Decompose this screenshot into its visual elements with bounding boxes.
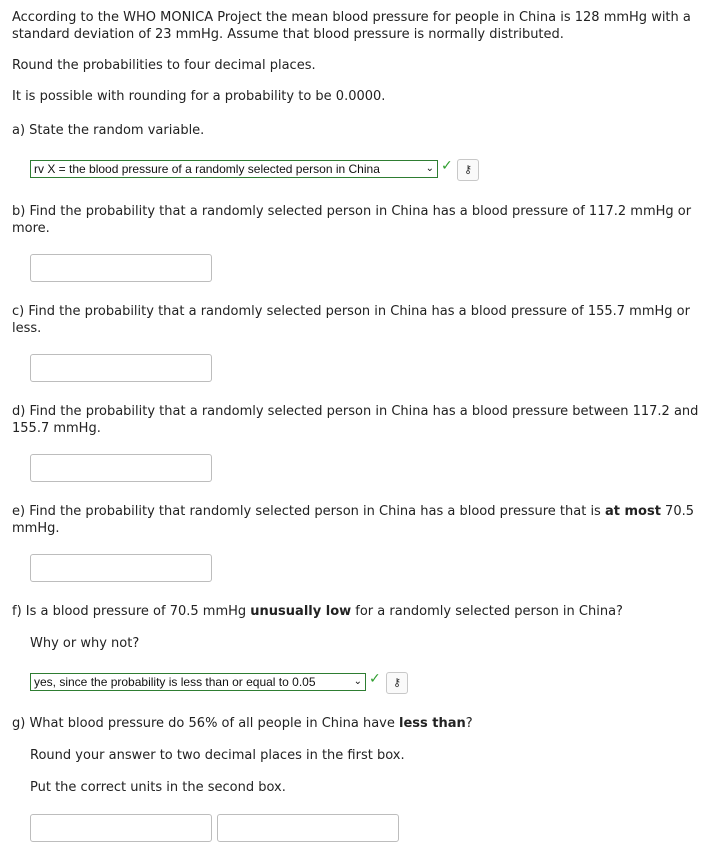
question-g — [12, 715, 702, 732]
why-prompt: Why or why not? — [30, 636, 140, 651]
answer-c-input[interactable] — [30, 354, 212, 382]
question-g-emphasis: less than — [399, 716, 466, 731]
answer-g-value-input[interactable] — [30, 814, 212, 842]
answer-g-units-input[interactable] — [217, 814, 399, 842]
correct-check-icon: ✓ — [441, 158, 453, 174]
question-a: a) State the random variable. — [12, 123, 205, 138]
question-f-text: f) Is a blood pressure of 70.5 mmHg — [12, 604, 251, 619]
answer-e-input[interactable] — [30, 554, 212, 582]
question-g-text-end: ? — [465, 716, 473, 731]
random-variable-select-value: rv X = the blood pressure of a randomly selected person in China — [34, 162, 380, 176]
correct-check-icon: ✓ — [369, 671, 381, 687]
answer-b-input[interactable] — [30, 254, 212, 282]
question-f — [12, 603, 702, 620]
chevron-down-icon: ⌄ — [353, 676, 362, 687]
question-g-text: g) What blood pressure do 56% of all people in China have — [12, 716, 400, 731]
question-c: c) Find the probability that a randomly selected person in China has a blood pressure of 155.7 mmHg or less. — [12, 304, 690, 336]
chevron-down-icon: ⌄ — [425, 163, 434, 174]
unusual-reason-select[interactable] — [30, 673, 366, 691]
question-e-emphasis: at most — [604, 504, 661, 519]
intro-text: According to the WHO MONICA Project the mean blood pressure for people in China is 128 mmHg with a standard deviation of 23 mmHg. Assume that blood pressure is normally distributed. — [12, 10, 691, 42]
unusual-reason-select-value: yes, since the probability is less than or equal to 0.05 — [34, 675, 316, 689]
question-b: b) Find the probability that a randomly selected person in China has a blood pressure of 117.2 mmHg or more. — [12, 204, 692, 236]
round-note: Round your answer to two decimal places in the first box. — [30, 748, 405, 763]
key-icon[interactable]: ⚷ — [457, 159, 479, 181]
question-e — [12, 503, 702, 537]
rounding-note-2: It is possible with rounding for a probability to be 0.0000. — [12, 89, 386, 104]
question-d: d) Find the probability that a randomly selected person in China has a blood pressure between 117.2 and 155.7 mmHg. — [12, 404, 699, 436]
random-variable-select[interactable] — [30, 160, 438, 178]
rounding-note: Round the probabilities to four decimal places. — [12, 58, 316, 73]
key-icon[interactable]: ⚷ — [386, 672, 408, 694]
answer-d-input[interactable] — [30, 454, 212, 482]
question-e-text: e) Find the probability that randomly selected person in China has a blood pressure that is — [12, 504, 605, 519]
question-f-text-end: for a randomly selected person in China? — [351, 604, 623, 619]
question-e-text-end: 70.5 mmHg. — [12, 504, 694, 536]
question-f-emphasis: unusually low — [250, 604, 352, 619]
units-note: Put the correct units in the second box. — [30, 780, 286, 795]
